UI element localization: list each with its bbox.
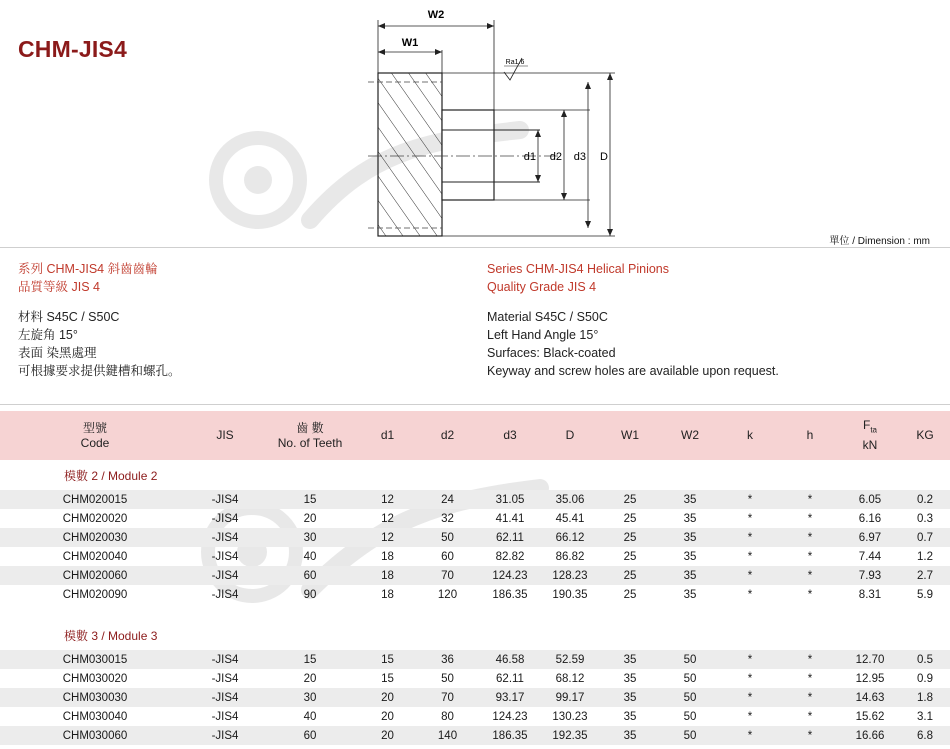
table-cell: -JIS4 xyxy=(211,710,239,723)
table-cell: 25 xyxy=(623,550,637,563)
table-cell: 35.06 xyxy=(540,490,600,509)
table-cell: 190.35 xyxy=(552,588,588,601)
table-cell: 128.23 xyxy=(540,566,600,585)
surface-zh: 表面 染黑處理 xyxy=(18,346,97,360)
label-w1: W1 xyxy=(401,37,419,49)
table-cell: 12 xyxy=(360,528,415,547)
table-cell: 35 xyxy=(660,566,720,585)
table-cell: 41.41 xyxy=(495,512,525,525)
table-cell: 30 xyxy=(260,528,360,547)
table-cell: * xyxy=(807,710,813,723)
table-cell: 35 xyxy=(623,710,637,723)
table-cell: CHM020015 xyxy=(0,490,190,509)
table-row xyxy=(0,509,950,528)
table-cell: 18 xyxy=(360,566,415,585)
table-cell: 25 xyxy=(600,490,660,509)
label-d1: d1 xyxy=(523,151,536,163)
label-D: D xyxy=(600,151,608,163)
table-cell: 50 xyxy=(660,726,720,745)
table-cell: 62.11 xyxy=(480,528,540,547)
table-cell: CHM030020 xyxy=(62,672,128,685)
table-row xyxy=(0,707,950,726)
table-cell: 1.8 xyxy=(900,688,950,707)
table-cell: * xyxy=(747,512,753,525)
header-code: 型號 Code xyxy=(0,411,190,460)
table-cell: * xyxy=(780,566,840,585)
label-ra: Ra1.6 xyxy=(505,59,525,66)
table-cell: * xyxy=(780,528,840,547)
table-cell: 12.70 xyxy=(840,650,900,669)
table-cell: CHM020090 xyxy=(62,588,128,601)
table-cell: * xyxy=(747,672,753,685)
table-cell: -JIS4 xyxy=(211,550,239,563)
table-cell: 15 xyxy=(260,650,360,669)
table-cell: 60 xyxy=(441,550,454,563)
table-cell: 30 xyxy=(260,688,360,707)
table-cell: 15 xyxy=(260,490,360,509)
table-cell: 20 xyxy=(381,710,394,723)
header-h: h xyxy=(780,411,840,460)
table-cell: 50 xyxy=(660,688,720,707)
table-row xyxy=(0,566,950,585)
table-cell: 93.17 xyxy=(480,688,540,707)
table-cell: CHM020040 xyxy=(62,550,128,563)
table-cell: 186.35 xyxy=(492,588,528,601)
table-cell: 124.23 xyxy=(480,566,540,585)
table-cell: 124.23 xyxy=(492,710,528,723)
angle-en: Left Hand Angle 15° xyxy=(487,328,599,342)
divider xyxy=(0,247,950,248)
table-cell: CHM020020 xyxy=(62,512,128,525)
table-cell: -JIS4 xyxy=(190,566,260,585)
table-row xyxy=(0,726,950,745)
table-cell: * xyxy=(780,726,840,745)
table-cell: 18 xyxy=(381,588,394,601)
table-cell: CHM030030 xyxy=(0,688,190,707)
table-row xyxy=(0,650,950,669)
table-cell: CHM030060 xyxy=(0,726,190,745)
table-cell: * xyxy=(720,688,780,707)
table-cell: 35 xyxy=(623,672,637,685)
table-cell: * xyxy=(720,650,780,669)
table-cell: -JIS4 xyxy=(211,512,239,525)
table-cell: -JIS4 xyxy=(190,490,260,509)
description-zh xyxy=(18,260,181,380)
gear-drawing xyxy=(340,0,640,245)
table-cell: 120 xyxy=(437,588,458,601)
table-cell: CHM030015 xyxy=(0,650,190,669)
material-en: Material S45C / S50C xyxy=(487,310,608,324)
label-w2: W2 xyxy=(427,9,445,21)
quality-en: Quality Grade JIS 4 xyxy=(487,280,597,294)
table-cell: 1.2 xyxy=(917,550,933,563)
table-cell: 24 xyxy=(415,490,480,509)
table-header-row xyxy=(0,411,950,460)
table-cell: * xyxy=(780,650,840,669)
table-cell: 50 xyxy=(683,710,697,723)
divider xyxy=(0,404,950,405)
table-cell: 50 xyxy=(441,672,454,685)
table-cell: 86.82 xyxy=(555,550,585,563)
table-cell: 130.23 xyxy=(552,710,588,723)
table-cell: 35 xyxy=(600,650,660,669)
table-cell: 90 xyxy=(303,588,317,601)
table-cell: 7.93 xyxy=(840,566,900,585)
table-cell: 35 xyxy=(683,512,697,525)
header-teeth: 齒 數 No. of Teeth xyxy=(260,411,360,460)
table-cell: 16.66 xyxy=(840,726,900,745)
module-label: 模數 3 / Module 3 xyxy=(64,628,158,643)
table-cell: 6.97 xyxy=(840,528,900,547)
table-cell: 36 xyxy=(415,650,480,669)
keyway-zh: 可根據要求提供鍵槽和螺孔。 xyxy=(18,364,181,378)
quality-zh: 品質等級 JIS 4 xyxy=(18,280,100,294)
table-cell: 60 xyxy=(260,566,360,585)
table-row xyxy=(0,585,950,604)
table-cell: 15.62 xyxy=(855,710,885,723)
table-cell: 0.2 xyxy=(900,490,950,509)
table-cell: 25 xyxy=(623,512,637,525)
table-cell: * xyxy=(747,550,753,563)
angle-zh: 左旋角 15° xyxy=(18,328,78,342)
table-cell: * xyxy=(720,726,780,745)
table-cell: 14.63 xyxy=(840,688,900,707)
label-d2: d2 xyxy=(549,151,562,163)
table-cell: 50 xyxy=(683,672,697,685)
table-cell: 70 xyxy=(415,688,480,707)
table-cell: 12.95 xyxy=(855,672,885,685)
table-cell: 0.9 xyxy=(917,672,933,685)
table-cell: 18 xyxy=(381,550,394,563)
table-cell: 66.12 xyxy=(540,528,600,547)
table-cell: 15 xyxy=(360,650,415,669)
table-cell: -JIS4 xyxy=(211,588,239,601)
table-cell: * xyxy=(780,688,840,707)
description-en xyxy=(487,260,779,380)
table-cell: 0.5 xyxy=(900,650,950,669)
table-cell: 25 xyxy=(600,566,660,585)
table-cell: 20 xyxy=(303,672,317,685)
spec-table xyxy=(0,411,950,745)
page-title: CHM-JIS4 xyxy=(18,36,127,62)
table-cell: 31.05 xyxy=(480,490,540,509)
table-cell: 40 xyxy=(303,550,317,563)
table-cell: * xyxy=(807,550,813,563)
material-zh: 材料 S45C / S50C xyxy=(18,310,120,324)
table-cell: 40 xyxy=(303,710,317,723)
table-cell: 15 xyxy=(381,672,394,685)
module-group-row xyxy=(0,620,950,650)
table-cell: 70 xyxy=(415,566,480,585)
table-cell: 25 xyxy=(623,588,637,601)
table-cell: 0.7 xyxy=(900,528,950,547)
table-cell: 50 xyxy=(660,650,720,669)
table-cell: 192.35 xyxy=(540,726,600,745)
table-row xyxy=(0,669,950,688)
table-cell: 35 xyxy=(600,688,660,707)
spacer-row xyxy=(0,604,950,620)
table-cell: 8.31 xyxy=(858,588,882,601)
table-cell: -JIS4 xyxy=(190,726,260,745)
table-cell: 3.1 xyxy=(917,710,933,723)
table-cell: 35 xyxy=(683,588,697,601)
table-cell: 99.17 xyxy=(540,688,600,707)
header-force: $F_{ta}$ kN xyxy=(840,411,900,460)
table-cell: 32 xyxy=(441,512,454,525)
table-cell: 35 xyxy=(660,490,720,509)
hub xyxy=(442,110,494,200)
table-cell: * xyxy=(780,490,840,509)
table-cell: 12 xyxy=(381,512,394,525)
table-cell: -JIS4 xyxy=(190,650,260,669)
gear-body xyxy=(378,73,442,236)
table-cell: * xyxy=(807,588,813,601)
series-en: Series CHM-JIS4 Helical Pinions xyxy=(487,262,670,276)
table-cell: 46.58 xyxy=(480,650,540,669)
table-cell: 68.12 xyxy=(555,672,585,685)
label-d3: d3 xyxy=(573,151,586,163)
header-jis: JIS xyxy=(190,411,260,460)
table-cell: -JIS4 xyxy=(190,688,260,707)
table-cell: -JIS4 xyxy=(211,672,239,685)
table-cell: * xyxy=(747,710,753,723)
table-cell: 35 xyxy=(683,550,697,563)
table-row xyxy=(0,688,950,707)
table-row xyxy=(0,547,950,566)
table-cell: CHM030040 xyxy=(62,710,128,723)
table-cell: 0.3 xyxy=(917,512,933,525)
table-cell: * xyxy=(807,672,813,685)
table-row xyxy=(0,528,950,547)
series-zh: 系列 CHM-JIS4 斜齒齒輪 xyxy=(18,262,158,276)
table-cell: 140 xyxy=(415,726,480,745)
table-cell: CHM020030 xyxy=(0,528,190,547)
header-w2: W2 xyxy=(660,411,720,460)
unit-label: 單位 / Dimension : mm xyxy=(829,236,930,247)
table-cell: * xyxy=(720,566,780,585)
module-group-row xyxy=(0,460,950,490)
table-cell: 6.05 xyxy=(840,490,900,509)
table-cell: 2.7 xyxy=(900,566,950,585)
table-cell: -JIS4 xyxy=(190,528,260,547)
keyway-en: Keyway and screw holes are available upon request. xyxy=(487,364,779,378)
table-cell: 186.35 xyxy=(480,726,540,745)
table-cell: 5.9 xyxy=(917,588,933,601)
table-row xyxy=(0,490,950,509)
table-cell: 20 xyxy=(360,688,415,707)
header-w1: W1 xyxy=(600,411,660,460)
table-cell: 62.11 xyxy=(496,672,524,685)
header-D: D xyxy=(540,411,600,460)
table-cell: 12 xyxy=(360,490,415,509)
header-d1: d1 xyxy=(360,411,415,460)
table-cell: 20 xyxy=(303,512,317,525)
table-cell: 50 xyxy=(415,528,480,547)
table-cell: * xyxy=(807,512,813,525)
table-cell: 82.82 xyxy=(495,550,525,563)
module-label: 模數 2 / Module 2 xyxy=(64,468,158,483)
table-cell: 7.44 xyxy=(858,550,882,563)
table-cell: 25 xyxy=(600,528,660,547)
table-cell: 6.16 xyxy=(858,512,882,525)
surface-en: Surfaces: Black-coated xyxy=(487,346,616,360)
header-kg: KG xyxy=(900,411,950,460)
table-cell: CHM020060 xyxy=(0,566,190,585)
table-cell: 20 xyxy=(360,726,415,745)
table-cell: 80 xyxy=(441,710,454,723)
table-cell: 52.59 xyxy=(540,650,600,669)
header-d3: d3 xyxy=(480,411,540,460)
header-d2: d2 xyxy=(415,411,480,460)
table-cell: 35 xyxy=(600,726,660,745)
table-cell: * xyxy=(747,588,753,601)
table-cell: 45.41 xyxy=(555,512,585,525)
table-cell: 35 xyxy=(660,528,720,547)
table-cell: 60 xyxy=(260,726,360,745)
table-cell: 6.8 xyxy=(900,726,950,745)
table-cell: * xyxy=(720,490,780,509)
table-cell: * xyxy=(720,528,780,547)
header-k: k xyxy=(720,411,780,460)
